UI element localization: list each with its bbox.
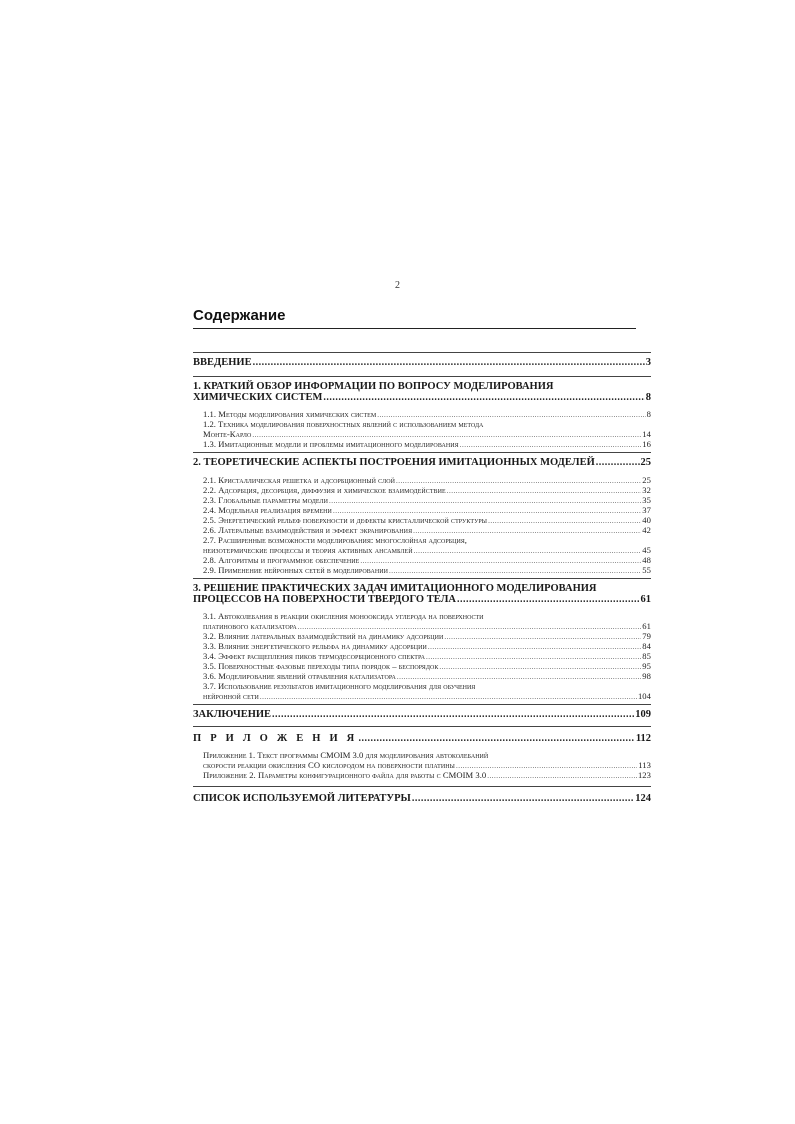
toc-entry-page: 14 [642,429,651,439]
toc-separator [193,352,651,353]
toc-entry-page: 35 [642,495,651,505]
dot-leader [439,663,641,671]
toc-subentry [193,505,651,515]
toc-entry-page: 79 [642,631,651,641]
toc-subentry [193,475,651,485]
toc-subentry [193,515,651,525]
dot-leader [596,457,640,468]
toc-entry-page: 8 [646,409,651,419]
toc-entry-label: 3.5. Поверхностные фазовые переходы типа порядок – беспорядок [203,661,439,671]
toc-subentry [193,661,651,671]
toc-subentry [193,691,651,701]
dot-leader [444,633,641,641]
dot-leader [358,733,634,744]
toc-chapter-heading [193,381,651,392]
toc-chapter-heading [193,583,651,594]
toc-entry-label: 2.7. Расширенные возможности моделирования: многослойная адсорбция, [203,535,467,545]
toc-entry-bibliography [193,793,651,804]
dot-leader [426,653,641,661]
toc-entry-page: 37 [642,505,651,515]
dot-leader [488,517,641,525]
dot-leader [487,772,637,780]
toc-entry-label: нейронной сети [203,691,259,701]
toc-entry-label: 3.1. Автоколебания в реакции окисления монооксида углерода на поверхности [203,611,484,621]
toc-entry-label: 3.2. Влияние латеральных взаимодействий на динамику адсорбции [203,631,444,641]
toc-entry-label: 2.9. Применение нейронных сетей в моделировании [203,565,388,575]
chapter-heading-line: ХИМИЧЕСКИХ СИСТЕМ [193,392,323,403]
page-title: Содержание [193,307,286,324]
toc-entry-label: 2.6. Латеральные взаимодействия и эффект экранирования [203,525,413,535]
dot-leader [396,477,641,485]
toc-entry-label: 2.5. Энергетический рельеф поверхности и дефекты кристаллической структуры [203,515,488,525]
toc-entry-label: неизотермические процессы и теория активных ансамблей [203,545,413,555]
toc-entry-label: 1.1. Методы моделирования химических систем [203,409,377,419]
dot-leader [272,709,634,720]
toc-entry-label: Монте-Карло [203,429,252,439]
dot-leader [414,547,642,555]
toc-entry-label: 2.8. Алгоритмы и программное обеспечение [203,555,360,565]
toc-chapter-heading-end [193,594,651,605]
toc-subentry-wrapped [193,750,651,760]
toc-subentry-wrapped [193,419,651,429]
toc-subentry [193,770,651,780]
toc-chapter-3 [193,583,651,701]
chapter-heading-line: ПРОЦЕССОВ НА ПОВЕРХНОСТИ ТВЕРДОГО ТЕЛА [193,594,456,605]
toc-entry-page: 61 [642,621,651,631]
toc-entry-page: 61 [640,594,651,605]
toc-entry-page: 32 [642,485,651,495]
title-underline [193,328,636,329]
toc-entry-page: 42 [642,525,651,535]
toc-entry-page: 123 [637,770,651,780]
toc-entry-page: 84 [642,641,651,651]
toc-entry-page: 95 [642,661,651,671]
dot-leader [413,527,641,535]
toc-separator [193,578,651,579]
toc-entry-label: ВВЕДЕНИЕ [193,357,252,368]
toc-entry-page: 40 [642,515,651,525]
toc-entry-label: 1.3. Имитационные модели и проблемы имитационного моделирования [203,439,459,449]
toc-entry-page: 45 [642,545,651,555]
toc-entry-label: П Р И Л О Ж Е Н И Я [193,733,358,744]
dot-leader [377,411,645,419]
toc-subentry [193,545,651,555]
toc-chapter-2 [193,457,651,575]
dot-leader [252,431,641,439]
toc-separator [193,452,651,453]
dot-leader [412,793,634,804]
dot-leader [389,567,641,575]
dot-leader [329,497,641,505]
toc-entry-label: 2.1. Кристаллическая решетка и адсорбционный слой [203,475,395,485]
toc-subentry-wrapped [193,535,651,545]
dot-leader [456,762,637,770]
toc-subentry [193,525,651,535]
toc-entry-label: платинового катализатора [203,621,297,631]
toc-entry-label: 3.6. Моделирование явлений отравления катализатора [203,671,396,681]
toc-entry-label: 3.3. Влияние энергетического рельефа на динамику адсорбции [203,641,427,651]
toc-entry-page: 16 [642,439,651,449]
dot-leader [298,623,642,631]
toc-subentry [193,565,651,575]
chapter-heading-line: 1. КРАТКИЙ ОБЗОР ИНФОРМАЦИИ ПО ВОПРОСУ МОДЕЛИРОВАНИЯ [193,381,554,392]
table-of-contents [193,352,651,804]
toc-entry-label: 1.2. Техника моделирования поверхностных явлений с использованием метода [203,419,484,429]
toc-subentry [193,495,651,505]
toc-subentry [193,760,651,770]
toc-entry-label: ЗАКЛЮЧЕНИЕ [193,709,272,720]
toc-entry-page: 3 [645,357,651,368]
toc-separator [193,786,651,787]
toc-entry-page: 124 [635,793,651,804]
chapter-heading-line: 3. РЕШЕНИЕ ПРАКТИЧЕСКИХ ЗАДАЧ ИМИТАЦИОННОГО МОДЕЛИРОВАНИЯ [193,583,597,594]
toc-subentry [193,409,651,419]
dot-leader [323,392,644,403]
toc-separator [193,376,651,377]
toc-chapter-heading-end [193,392,651,403]
toc-entry-page: 109 [635,709,651,720]
toc-separator [193,726,651,727]
toc-entry-page: 112 [635,733,651,744]
page-number: 2 [395,280,400,291]
toc-entry-label: 3.7. Использование результатов имитационного моделирования для обучения [203,681,476,691]
toc-entry-page: 113 [638,760,651,770]
toc-entry-label: 2.2. Адсорбция, десорбция, диффузия и химическое взаимодействие [203,485,446,495]
toc-entry-intro [193,357,651,368]
toc-entry-page: 104 [637,691,651,701]
toc-entry-label: Приложение 1. Текст программы CMOIM 3.0 для моделирования автоколебаний [203,750,489,760]
dot-leader [253,357,645,368]
toc-entry-label: 2.4. Модельная реализация времени [203,505,332,515]
toc-entry-appendices [193,733,651,744]
toc-entry-label: СПИСОК ИСПОЛЬЗУЕМОЙ ЛИТЕРАТУРЫ [193,793,411,804]
toc-entry-page: 85 [642,651,651,661]
dot-leader [428,643,641,651]
dot-leader [397,673,641,681]
toc-chapter-heading [193,457,651,468]
toc-entry-page: 8 [645,392,651,403]
toc-subentry [193,631,651,641]
toc-entry-label: Приложение 2. Параметры конфигурационного файла для работы с CMOIM 3.0 [203,770,487,780]
toc-separator [193,704,651,705]
toc-entry-page: 25 [642,475,651,485]
toc-subentry [193,429,651,439]
dot-leader [333,507,641,515]
toc-chapter-1 [193,381,651,449]
dot-leader [457,594,640,605]
toc-entry-page: 25 [640,457,651,468]
toc-subentry [193,555,651,565]
toc-subentry [193,671,651,681]
toc-subentry [193,641,651,651]
toc-subentry-wrapped [193,611,651,621]
toc-entry-label: 3.4. Эффект расщепления пиков термодесорбционного спектра [203,651,426,661]
toc-entry-page: 55 [642,565,651,575]
toc-subentry [193,485,651,495]
toc-entry-label: скорости реакции окисления CO кислородом на поверхности платины [203,760,455,770]
dot-leader [460,441,642,449]
dot-leader [447,487,642,495]
toc-entry-conclusion [193,709,651,720]
chapter-heading-line: 2. ТЕОРЕТИЧЕСКИЕ АСПЕКТЫ ПОСТРОЕНИЯ ИМИТАЦИОННЫХ МОДЕЛЕЙ [193,457,595,468]
toc-subentry-wrapped [193,681,651,691]
toc-entry-page: 48 [642,555,651,565]
toc-subentry [193,651,651,661]
toc-entry-page: 98 [642,671,651,681]
toc-entry-label: 2.3. Глобальные параметры модели [203,495,329,505]
toc-subentry [193,621,651,631]
toc-subentry [193,439,651,449]
dot-leader [260,693,637,701]
dot-leader [360,557,641,565]
